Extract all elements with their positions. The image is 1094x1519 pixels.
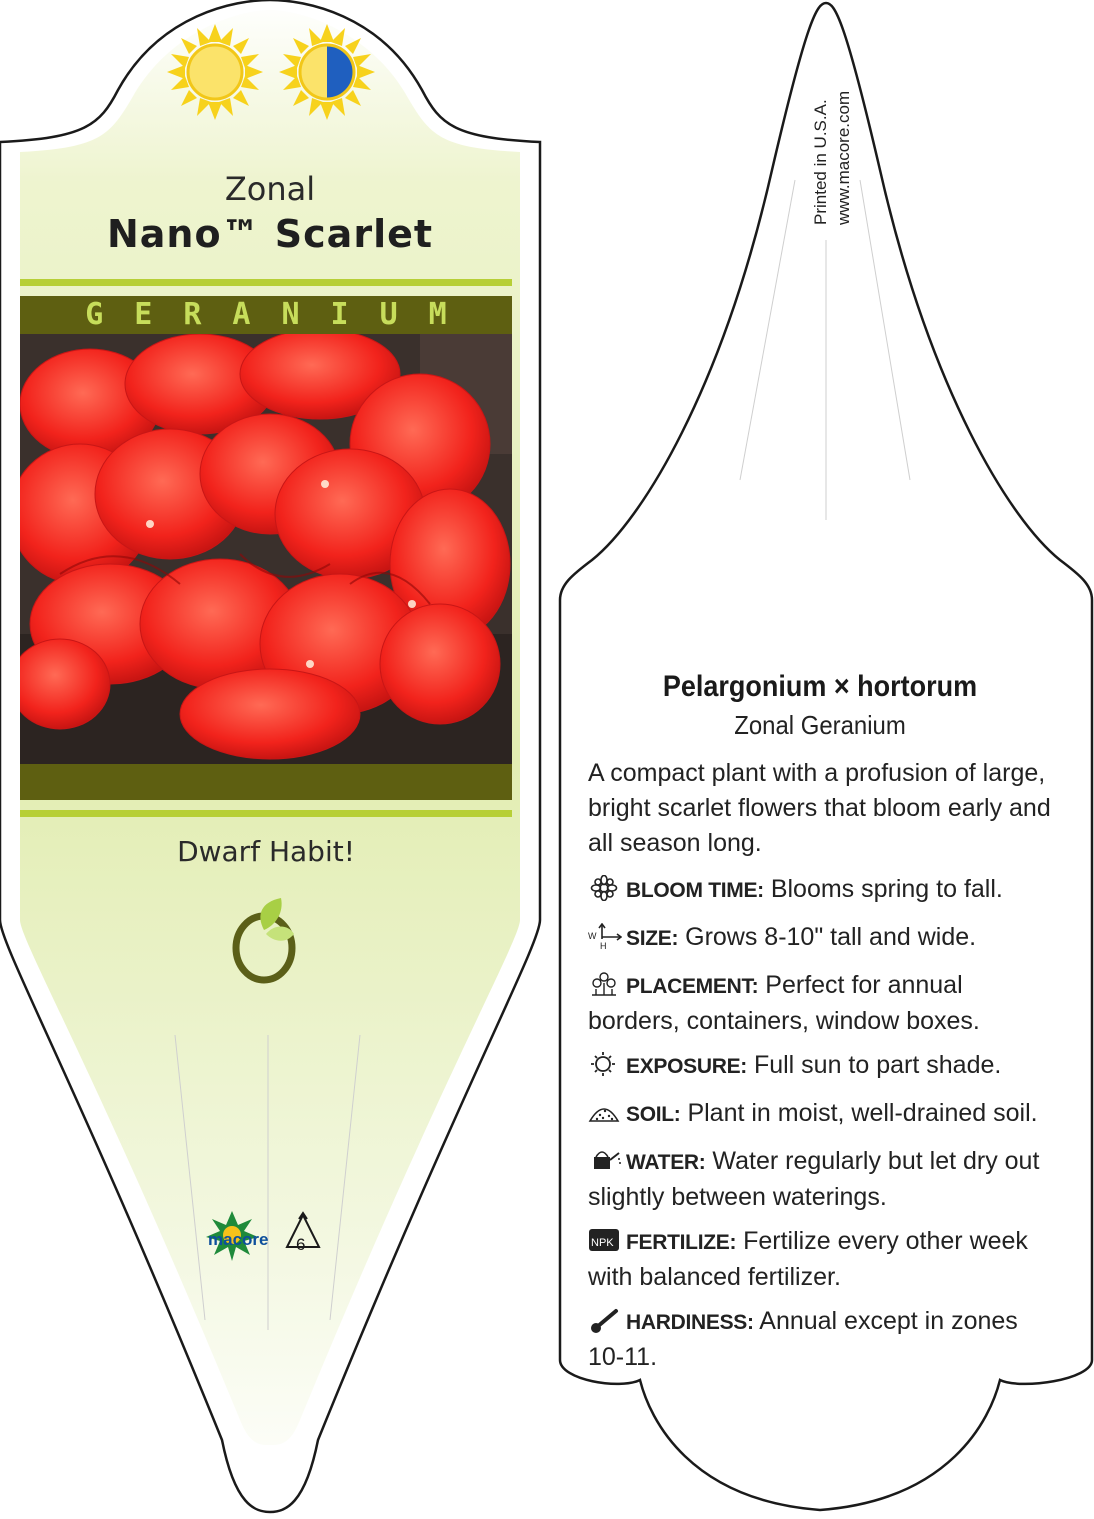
care-fertilize [588,1224,1058,1294]
care-soil [588,1096,1058,1132]
svg-text:H: H [600,941,607,949]
soil-mound-icon [588,1099,622,1125]
printed-in-usa: Printed in U.S.A. [811,99,830,225]
npk-fertilizer-icon [588,1227,622,1253]
flower-icon [588,875,622,901]
full-sun-icon [160,22,270,122]
care-bloom-time [588,872,1058,908]
care-water [588,1144,1058,1214]
category-label: GERANIUM [85,297,478,332]
care-label: EXPOSURE: [626,1055,747,1078]
sun-outline-icon [588,1051,622,1077]
care-text: Water regularly but let dry out slightly between waterings. [588,1147,1040,1211]
care-size [588,920,1058,956]
lime-rule-top [20,279,512,286]
placement-flowers-icon [588,971,622,997]
cultivar-name: Nano™ Scarlet [106,212,434,256]
scientific-name: Pelargonium × hortorum [662,670,978,703]
care-text: Plant in moist, well-drained soil. [687,1099,1038,1127]
care-label: BLOOM TIME: [626,879,764,902]
common-name: Zonal Geranium [734,710,906,740]
care-label: FERTILIZE: [626,1231,737,1254]
care-label: SIZE: [626,927,679,950]
care-label: HARDINESS: [626,1311,754,1334]
macore-logo-icon [200,1205,330,1265]
flower-photo [20,334,512,764]
lime-rule-bottom [20,810,512,817]
care-label: SOIL: [626,1103,681,1126]
plant-description: A compact plant with a profusion of large, bright scarlet flowers that bloom early and all season long. [588,759,1051,857]
watering-can-icon [588,1147,622,1173]
svg-text:W: W [588,931,597,941]
thermometer-icon [588,1307,622,1333]
care-label: WATER: [626,1151,706,1174]
care-text: Blooms spring to fall. [770,875,1003,903]
brand-name: macore [208,1230,269,1249]
care-text: Perfect for annual borders, containers, window boxes. [588,971,980,1035]
care-text: Fertilize every other week with balanced fertilizer. [588,1227,1028,1291]
care-label: PLACEMENT: [626,975,759,998]
website-url: www.macore.com [834,90,853,225]
seedling-icon [226,890,306,990]
care-exposure [588,1048,1058,1084]
care-placement [588,968,1058,1038]
svg-text:NPK: NPK [591,1237,614,1249]
recycle-code: 6 [296,1235,306,1254]
care-text: Grows 8-10" tall and wide. [685,923,977,951]
cultivar-line1: Zonal [224,170,316,208]
care-text: Full sun to part shade. [753,1051,1002,1079]
care-text: Annual except in zones 10-11. [588,1307,1018,1371]
part-sun-icon [272,22,382,122]
printed-info [803,60,863,230]
care-hardiness [588,1304,1058,1374]
habit-note: Dwarf Habit! [177,835,355,868]
size-arrows-icon [588,923,622,949]
photo-bottom-band [20,764,512,800]
